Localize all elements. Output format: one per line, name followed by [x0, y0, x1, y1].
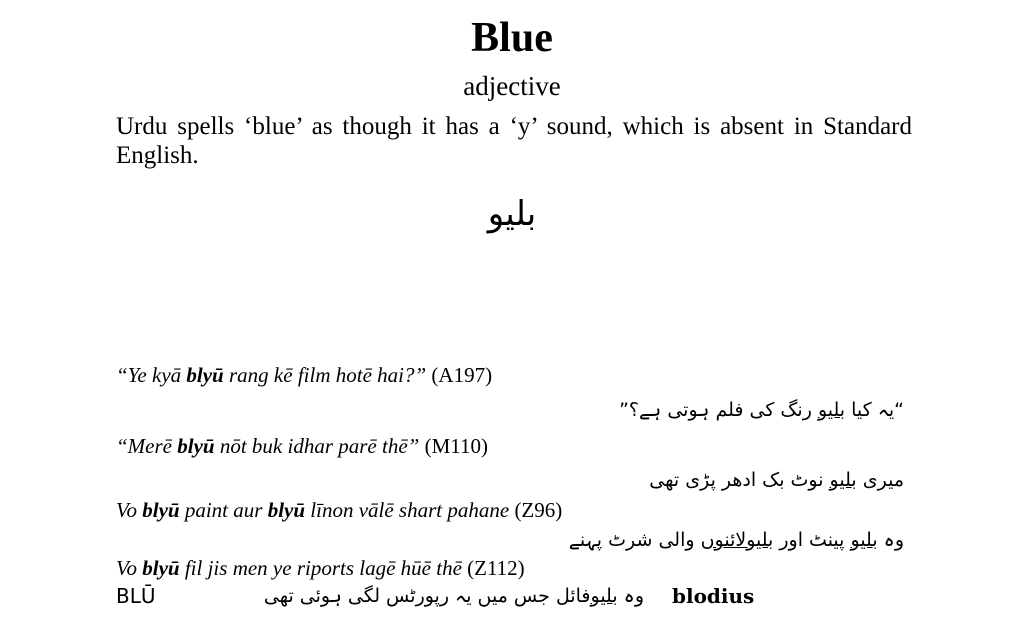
part-of-speech: adjective — [463, 71, 561, 101]
example-text: nōt buk idhar parē thē” — [214, 434, 420, 458]
example-1-urdu — [619, 396, 904, 424]
example-text: rang kē film hotē hai?” — [223, 363, 427, 387]
urdu-text: نوٹ بک ادھر پڑی تھی — [649, 469, 830, 491]
footer-headword: BLŪ — [116, 584, 156, 608]
urdu-text: وہ — [877, 529, 904, 551]
example-reference: (Z112) — [461, 556, 525, 580]
example-2-urdu — [649, 466, 904, 494]
urdu-text: “یہ کیا — [845, 399, 904, 421]
example-keyword: blyū — [177, 434, 215, 458]
example-3-urdu — [569, 526, 904, 554]
urdu-text: فائل جس میں یہ رپورٹس لگی ہوئی تھی — [263, 585, 591, 607]
example-text: līnon vālē shart pahane — [305, 498, 510, 522]
example-text: paint aur — [179, 498, 268, 522]
example-text: “Ye kyā — [116, 363, 187, 387]
example-keyword: blyū — [186, 363, 224, 387]
example-text: “Merē — [116, 434, 178, 458]
urdu-keyword: بلیو — [829, 469, 857, 491]
example-4-transliteration — [116, 555, 525, 581]
urdu-keyword: بلیو — [817, 399, 846, 421]
example-keyword: blyū — [267, 498, 306, 522]
footer-source: blodius — [672, 584, 755, 608]
example-reference: (M110) — [419, 434, 488, 458]
example-3-transliteration — [116, 497, 562, 523]
example-reference: (Z96) — [509, 498, 563, 522]
example-1-transliteration — [116, 362, 492, 388]
urdu-text: وہ — [617, 585, 644, 607]
example-4-urdu — [264, 582, 644, 610]
example-2-transliteration — [116, 433, 488, 459]
urdu-text: میری — [856, 469, 904, 491]
urdu-text: پینٹ اور — [773, 529, 851, 551]
example-text: fil jis men ye riports lagē hūē thē — [179, 556, 462, 580]
urdu-text: والی شرٹ پہنے — [568, 529, 701, 551]
example-reference: (A197) — [426, 363, 493, 387]
example-keyword: blyū — [142, 556, 180, 580]
entry-description: Urdu spells ‘blue’ as though it has a ‘y’ sound, which is absent in Standard English. — [116, 113, 912, 169]
entry-title: Blue — [471, 15, 553, 61]
urdu-keyword: بلیو — [590, 585, 618, 607]
example-text: Vo — [116, 556, 143, 580]
example-keyword: blyū — [142, 498, 180, 522]
urdu-text: رنگ کی فلم ہوتی ہے؟” — [619, 399, 818, 421]
urdu-keyword: بلیولائنوں — [700, 529, 774, 551]
example-text: Vo — [116, 498, 143, 522]
urdu-headword: بلیو — [487, 194, 537, 234]
urdu-keyword: بلیو — [850, 529, 878, 551]
